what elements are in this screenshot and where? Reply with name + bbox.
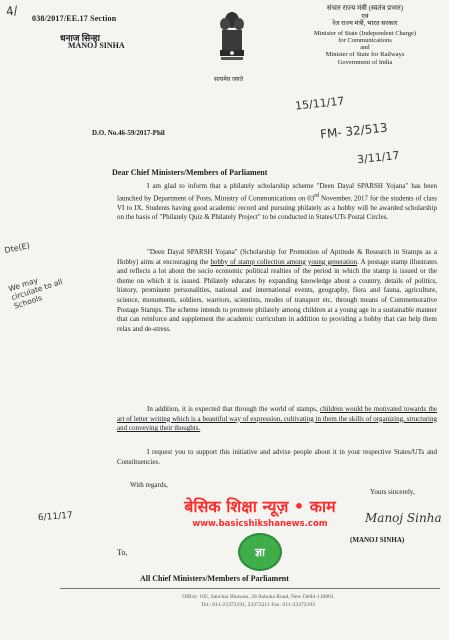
footer-line-2: Tel.: 011-23372191, 23372211 Fax: 011-23372193 [201, 602, 315, 608]
handwritten-date-1: 15/11/17 [294, 94, 345, 113]
paragraph-1-text-b: November, 2017 for the students of class VI to IX. Students having good academic record and pursuing philately as a hobby will be awarded scholarship on the basis of "Philately Quiz & Philately Project" to be conducted in States/UTs Postal Circles. [117, 193, 437, 222]
footer-divider [60, 588, 440, 589]
paragraph-2 [117, 248, 437, 334]
signer-name: (MANOJ SINHA) [350, 536, 405, 544]
margin-note-2: We may circulate to all Schools [7, 275, 64, 311]
reference-number: 038/2017/EE.17 Section [32, 14, 117, 23]
designation-english-1: Minister of State (Independent Charge) [313, 29, 417, 37]
paragraph-2-text-b: . A postage stamp illustrates and reflects a lot about the socio economic political realties of the period in which the stamp is issued or the theme on which it is issued. Philately educates by expanding knowledge about a country, details of politics, history, prominent personalities, national and international events, geography, flora and fauna, agriculture, science, monuments, soldiers, warriors, scientists, modes of transport etc. through means of Commemorative Postage Stamps. The scheme intends to promote philately among children at a young age in a sustainable manner that can reinforce and supplement the academic curriculum in addition to providing a hobby that can help them relax and de-stress. [117, 257, 437, 333]
salutation: Dear Chief Ministers/Members of Parliament [112, 168, 268, 177]
closing-regards: With regards, [130, 481, 168, 489]
designation-english-2: for Communications [338, 37, 392, 45]
handwritten-date-2: 3/11/17 [356, 148, 400, 167]
paragraph-4 [117, 448, 437, 467]
closing-yours: Yours sincerely, [370, 488, 415, 496]
recipients: All Chief Ministers/Members of Parliament [140, 574, 289, 583]
footer-line-1: Office: 105, Sanchar Bhawan, 20 Ashoka Road, New Delhi-110001 [182, 594, 334, 600]
paragraph-3 [117, 405, 437, 434]
designation-hindi-2: एवं [361, 12, 369, 20]
margin-date: 6/11/17 [37, 510, 74, 524]
do-number: D.O. No.46-59/2017-Phil [92, 129, 165, 137]
watermark-url: www.basicshikshanews.com [192, 519, 328, 529]
designation-hindi-3: रेल राज्य मंत्री, भारत सरकार [332, 19, 398, 27]
footer-address [98, 593, 418, 609]
watermark [175, 495, 345, 579]
paragraph-4-text: I request you to support this initiative and advise people about it in your respective States/UTs and Constituencies. [117, 448, 437, 466]
minister-name-hindi: धनाज सिन्हा [60, 33, 101, 43]
paragraph-2-underlined: hobby of stamp collection among young generation [210, 257, 358, 266]
to-label: To, [117, 548, 128, 557]
paragraph-3-underlined: children would be motivated towards the art of letter writing which is a beautiful way of expression, cultivating in them the skills of organizing, structuring and conveying their thoughts. [117, 405, 438, 433]
watermark-hindi: बेसिक शिक्षा न्यूज़ • काम [184, 497, 336, 516]
handwritten-file-number: FM- 32/513 [319, 120, 389, 142]
minister-name-english: MANOJ SINHA [68, 41, 125, 50]
designation-english-4: Minister of State for Railways [325, 51, 405, 59]
paragraph-2-text-a: "Deen Dayal SPARSH Yojana" (Scholarship for Promotion of Aptitude & Research in Stamps as a Hobby) aims at encouraging the [117, 248, 437, 266]
emblem-motto: सत्यमेव जयते [214, 77, 244, 83]
paragraph-1-text-a: I am glad to inform that a philately scholarship scheme "Deen Dayal SPARSH Yojana" has been launched by Department of Posts, Ministry of Communications on 03 [117, 182, 437, 202]
signature: Manoj Sinha [365, 511, 442, 525]
designation-hindi-1: संचार राज्य मंत्री (स्वतंत्र प्रभार) [326, 4, 404, 12]
paragraph-1 [117, 182, 437, 223]
national-emblem-icon [218, 10, 246, 70]
handwritten-reference: 4/ [5, 3, 19, 19]
paragraph-1-superscript: rd [314, 192, 320, 199]
paragraph-3-text-a: In addition, it is expected that through the world of stamps, [147, 405, 320, 413]
designation-block [290, 5, 440, 66]
watermark-badge-icon: ज्ञा [238, 533, 282, 571]
margin-note-1: Dte(E) [3, 241, 31, 256]
designation-english-3: and [360, 44, 370, 52]
designation-english-5: Government of India [337, 58, 393, 66]
